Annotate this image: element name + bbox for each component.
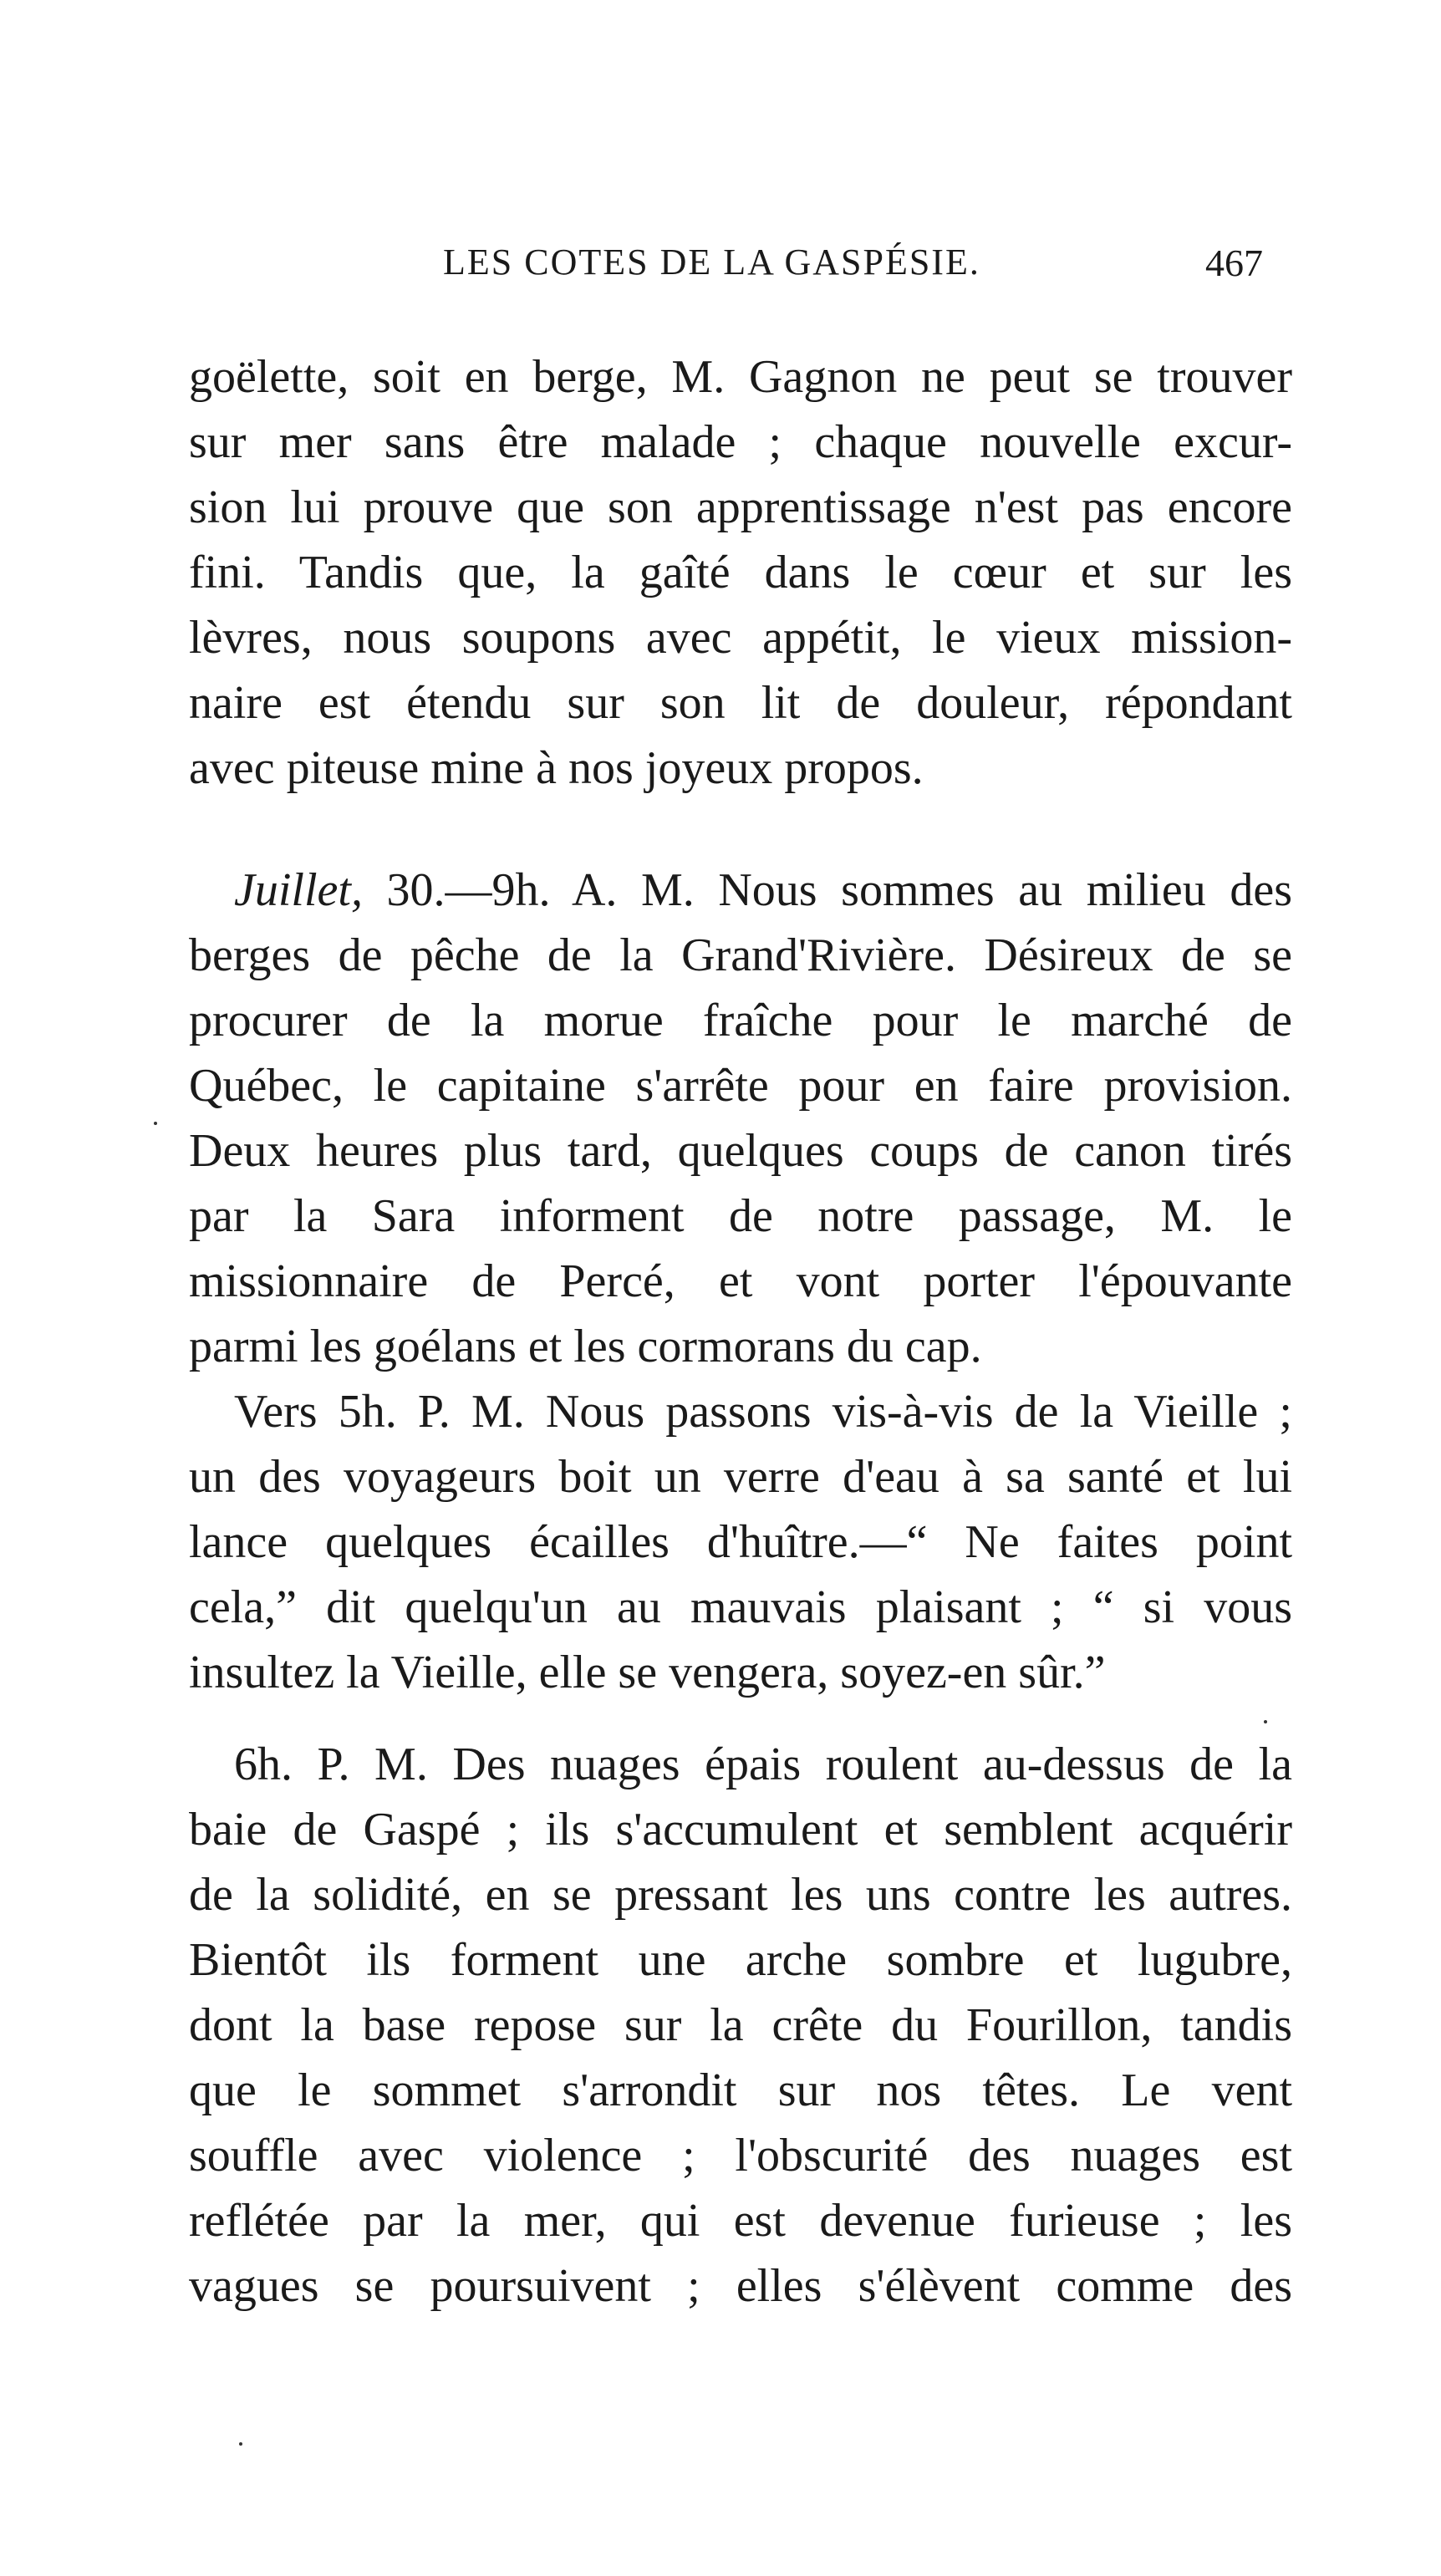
print-speck <box>239 2442 242 2446</box>
text-line: procurer de la morue fraîche pour le marché de <box>189 995 1292 1046</box>
print-speck <box>1264 1720 1267 1723</box>
text-line: berges de pêche de la Grand'Rivière. Désireux de se <box>189 929 1292 981</box>
text-line: sion lui prouve que son apprentissage n'est pas encore <box>189 481 1292 533</box>
text-line: 6h. P. M. Des nuages épais roulent au-dessus de la <box>234 1739 1292 1790</box>
text-line: avec piteuse mine à nos joyeux propos. <box>189 742 924 794</box>
text-line: baie de Gaspé ; ils s'accumulent et semblent acquérir <box>189 1804 1292 1856</box>
text-line: lèvres, nous soupons avec appétit, le vieux mission- <box>189 612 1292 664</box>
text-line-dated <box>234 864 1292 923</box>
text-line: Deux heures plus tard, quelques coups de canon tirés <box>189 1125 1292 1177</box>
text-line: que le sommet s'arrondit sur nos têtes. Le vent <box>189 2064 1292 2116</box>
page-number: 467 <box>1205 242 1263 284</box>
text-line: un des voyageurs boit un verre d'eau à sa santé et lui <box>189 1451 1292 1503</box>
text-line: goëlette, soit en berge, M. Gagnon ne peut se trouver <box>189 351 1292 403</box>
text-line: dont la base repose sur la crête du Fourillon, tandis <box>189 1999 1292 2051</box>
text-line: reflétée par la mer, qui est devenue furieuse ; les <box>189 2195 1292 2247</box>
text-line-rest: 30.—9h. A. M. Nous sommes au milieu des <box>362 864 1292 916</box>
text-line: fini. Tandis que, la gaîté dans le cœur et sur les <box>189 547 1292 598</box>
text-line: naire est étendu sur son lit de douleur, répondant <box>189 677 1292 729</box>
text-line: par la Sara informent de notre passage, M. le <box>189 1190 1292 1242</box>
print-speck <box>154 1122 157 1125</box>
text-line: Bientôt ils forment une arche sombre et lugubre, <box>189 1934 1292 1986</box>
date-label: Juillet, <box>234 864 363 916</box>
text-line: insultez la Vieille, elle se vengera, soyez-en sûr.” <box>189 1647 1106 1698</box>
text-line: Vers 5h. P. M. Nous passons vis-à-vis de la Vieille ; <box>234 1386 1292 1438</box>
text-line: lance quelques écailles d'huître.—“ Ne faites point <box>189 1516 1292 1568</box>
text-line: parmi les goélans et les cormorans du cap. <box>189 1321 982 1372</box>
text-line: vagues se poursuivent ; elles s'élèvent comme des <box>189 2260 1292 2312</box>
text-line: missionnaire de Percé, et vont porter l'épouvante <box>189 1255 1292 1307</box>
text-line: sur mer sans être malade ; chaque nouvelle excur- <box>189 416 1292 468</box>
text-line: cela,” dit quelqu'un au mauvais plaisant ; “ si vous <box>189 1581 1292 1633</box>
running-header-title: LES COTES DE LA GASPÉSIE. <box>443 242 980 283</box>
text-line: Québec, le capitaine s'arrête pour en faire provision. <box>189 1060 1292 1112</box>
text-line: de la solidité, en se pressant les uns contre les autres. <box>189 1869 1292 1921</box>
text-line: souffle avec violence ; l'obscurité des nuages est <box>189 2130 1292 2181</box>
